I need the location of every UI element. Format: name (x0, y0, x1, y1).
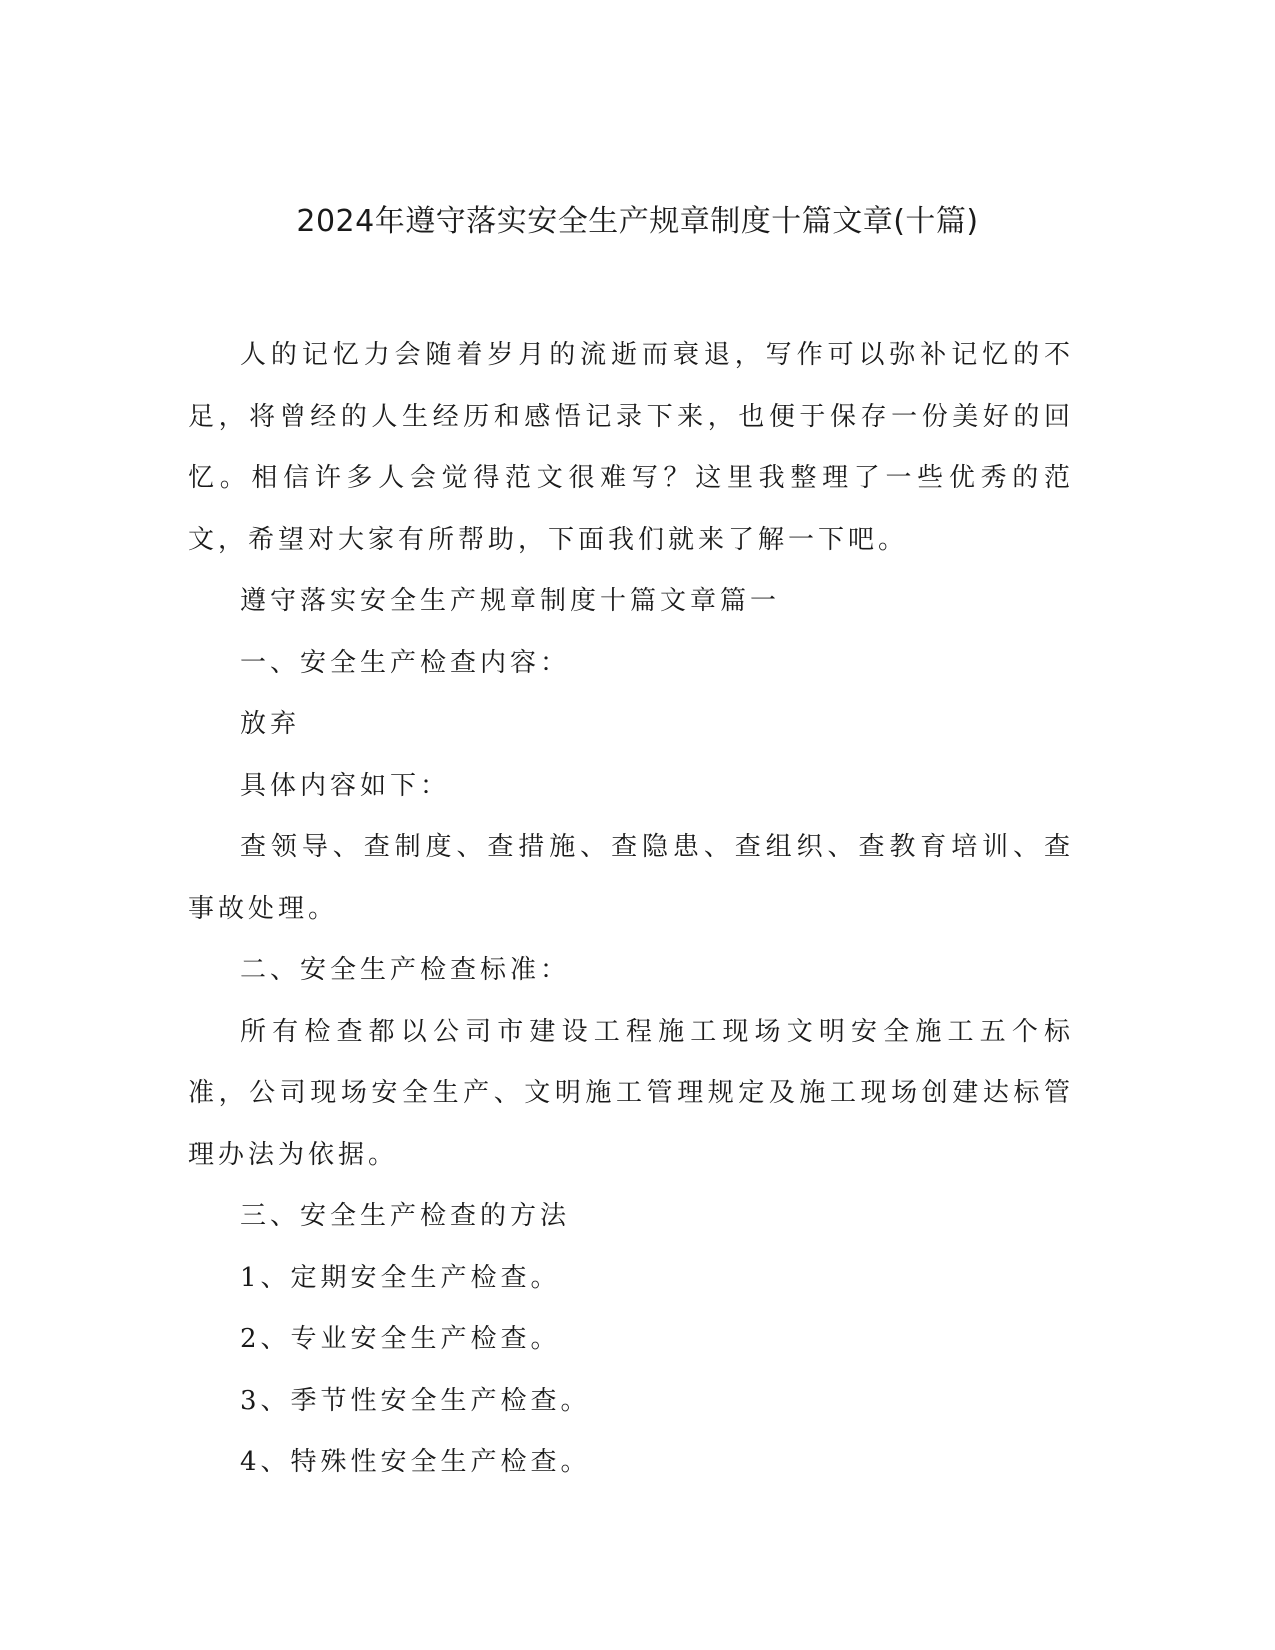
article-heading: 遵守落实安全生产规章制度十篇文章篇一 (240, 586, 781, 616)
paragraph-check-items: 查领导、查制度、查措施、查隐患、查组织、查教育培训、查事故处理。 (188, 832, 1074, 924)
intro-paragraph: 人的记忆力会随着岁月的流逝而衰退，写作可以弥补记忆的不足，将曾经的人生经历和感悟记录下来，也便于保存一份美好的回忆。相信许多人会觉得范文很难写？这里我整理了一些优秀的范文，希望对大家有所帮助，下面我们就来了解一下吧。 (188, 340, 1074, 555)
section-heading-content: 一、安全生产检查内容： (240, 647, 571, 678)
section-heading-method: 三、安全生产检查的方法 (240, 1201, 571, 1231)
document-title: 2024年遵守落实安全生产规章制度十篇文章(十篇) (296, 204, 979, 239)
list-item: 4、特殊性安全生产检查。 (240, 1447, 591, 1477)
paragraph-standard: 所有检查都以公司市建设工程施工现场文明安全施工五个标准，公司现场安全生产、文明施工管理规定及施工现场创建达标管理办法为依据。 (188, 1016, 1074, 1170)
paragraph-details: 具体内容如下： (240, 770, 451, 801)
paragraph-abandon: 放弃 (240, 709, 301, 739)
list-item: 2、专业安全生产检查。 (240, 1324, 561, 1354)
list-item: 3、季节性安全生产检查。 (240, 1385, 591, 1416)
document-body (188, 325, 1074, 1494)
list-item: 1、定期安全生产检查。 (240, 1262, 561, 1293)
section-heading-standard: 二、安全生产检查标准： (240, 955, 571, 985)
